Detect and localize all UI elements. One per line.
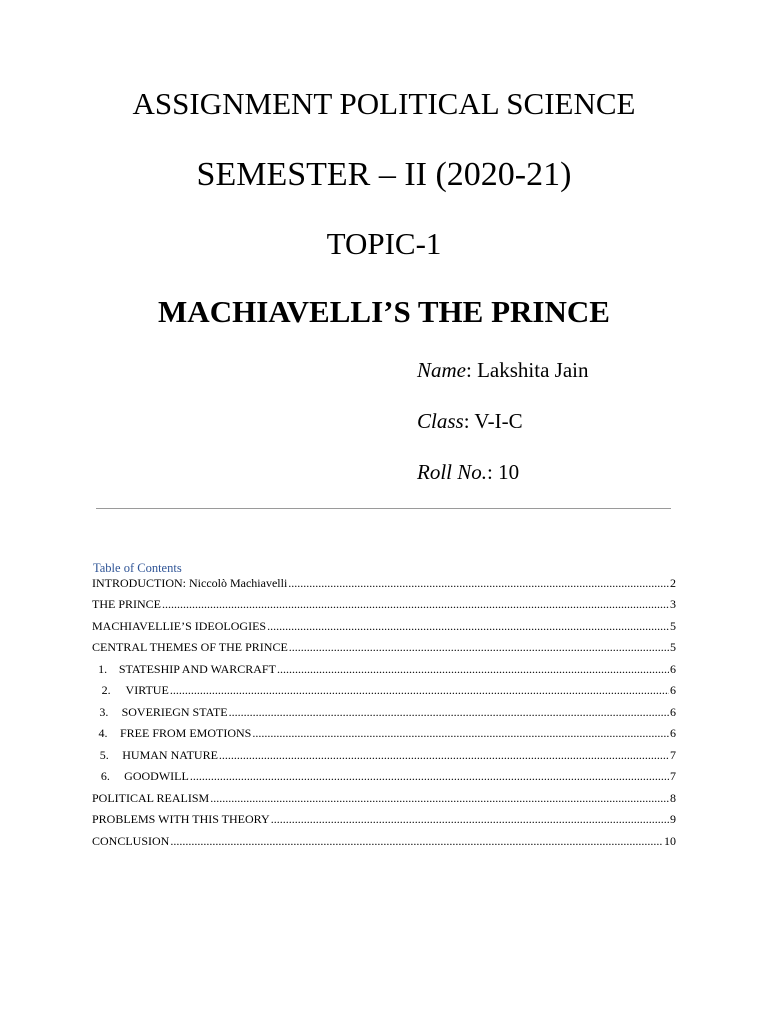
toc-entry-label: POLITICAL REALISM (92, 791, 210, 805)
toc-leader (267, 618, 669, 634)
toc-entry[interactable] (92, 790, 676, 806)
horizontal-divider (96, 508, 671, 509)
toc-leader (288, 575, 669, 591)
toc-entry-page: 3 (670, 597, 676, 611)
student-name (417, 356, 588, 384)
toc-entry-label: MACHIAVELLIE’S IDEOLOGIES (92, 619, 267, 633)
toc-entry-page: 2 (670, 576, 676, 590)
toc-subentry-number: 3. (99, 705, 109, 719)
student-name-value: : Lakshita Jain (466, 358, 589, 382)
toc-leader (170, 682, 669, 698)
toc-entry-page: 6 (670, 683, 677, 697)
toc-entry-page: 6 (670, 705, 676, 719)
toc-subentry-number: 2. (101, 683, 111, 697)
student-roll-label: Roll No. (417, 460, 488, 484)
toc-entry[interactable] (92, 575, 676, 591)
toc-entry-label: CENTRAL THEMES OF THE PRINCE (92, 640, 288, 654)
toc-entry-page: 6 (670, 726, 676, 740)
student-class-label: Class (417, 409, 464, 433)
toc-subentry[interactable] (92, 661, 676, 677)
toc-subentry[interactable] (92, 768, 676, 784)
toc-leader (210, 790, 669, 806)
toc-entry-page: 8 (670, 791, 676, 805)
toc-entry-page: 10 (664, 834, 676, 848)
toc-title: Table of Contents (93, 561, 182, 575)
toc-leader (277, 661, 669, 677)
toc-subentry-number: 4. (98, 726, 108, 740)
toc-leader (190, 768, 669, 784)
topic-heading: TOPIC-1 (326, 226, 442, 261)
toc-subentry-number: 1. (98, 662, 108, 676)
subject-heading: MACHIAVELLI’S THE PRINCE (158, 294, 610, 329)
student-roll-value: : 10 (487, 460, 520, 484)
document-title: ASSIGNMENT POLITICAL SCIENCE (132, 86, 636, 121)
toc-entry-label: CONCLUSION (92, 834, 170, 848)
toc-entry[interactable] (92, 596, 676, 612)
toc-subentry-number: 6. (100, 769, 110, 783)
toc-leader (219, 747, 669, 763)
toc-entry-label: FREE FROM EMOTIONS (119, 726, 252, 740)
toc-leader (229, 704, 669, 720)
toc-entry-page: 7 (670, 748, 677, 762)
toc-subentry[interactable] (92, 725, 676, 741)
toc-entry[interactable] (92, 618, 676, 634)
toc-subentry[interactable] (92, 747, 676, 763)
toc-leader (170, 833, 663, 849)
toc-entry-page: 9 (670, 812, 676, 826)
toc-entry-label: THE PRINCE (92, 597, 161, 611)
student-name-label: Name (417, 358, 466, 382)
toc-entry[interactable] (92, 811, 676, 827)
toc-entry-page: 6 (670, 662, 676, 676)
toc-leader (289, 639, 669, 655)
toc-entry-label: INTRODUCTION: Niccolò Machiavelli (92, 576, 288, 590)
student-class (417, 407, 523, 435)
toc-entry-page: 5 (670, 619, 676, 633)
toc-entry-page: 7 (670, 769, 676, 783)
toc-entry-label: GOODWILL (124, 769, 189, 783)
toc-entry-label: VIRTUE (125, 683, 169, 697)
toc-leader (271, 811, 669, 827)
toc-subentry[interactable] (92, 704, 676, 720)
toc-subentry[interactable] (92, 682, 676, 698)
toc-entry-label: SOVERIEGN STATE (121, 705, 228, 719)
toc-entry-page: 5 (670, 640, 676, 654)
student-class-value: : V-I-C (463, 409, 523, 433)
toc-entry-label: PROBLEMS WITH THIS THEORY (92, 812, 270, 826)
toc-entry[interactable] (92, 833, 676, 849)
toc-leader (252, 725, 669, 741)
student-roll (417, 458, 519, 486)
toc-entry-label: HUMAN NATURE (122, 748, 218, 762)
toc-entry-label: STATESHIP AND WARCRAFT (118, 662, 276, 676)
semester-heading: SEMESTER – II (2020-21) (196, 156, 572, 193)
toc-leader (162, 596, 669, 612)
toc-entry[interactable] (92, 639, 676, 655)
toc-subentry-number: 5. (99, 748, 109, 762)
